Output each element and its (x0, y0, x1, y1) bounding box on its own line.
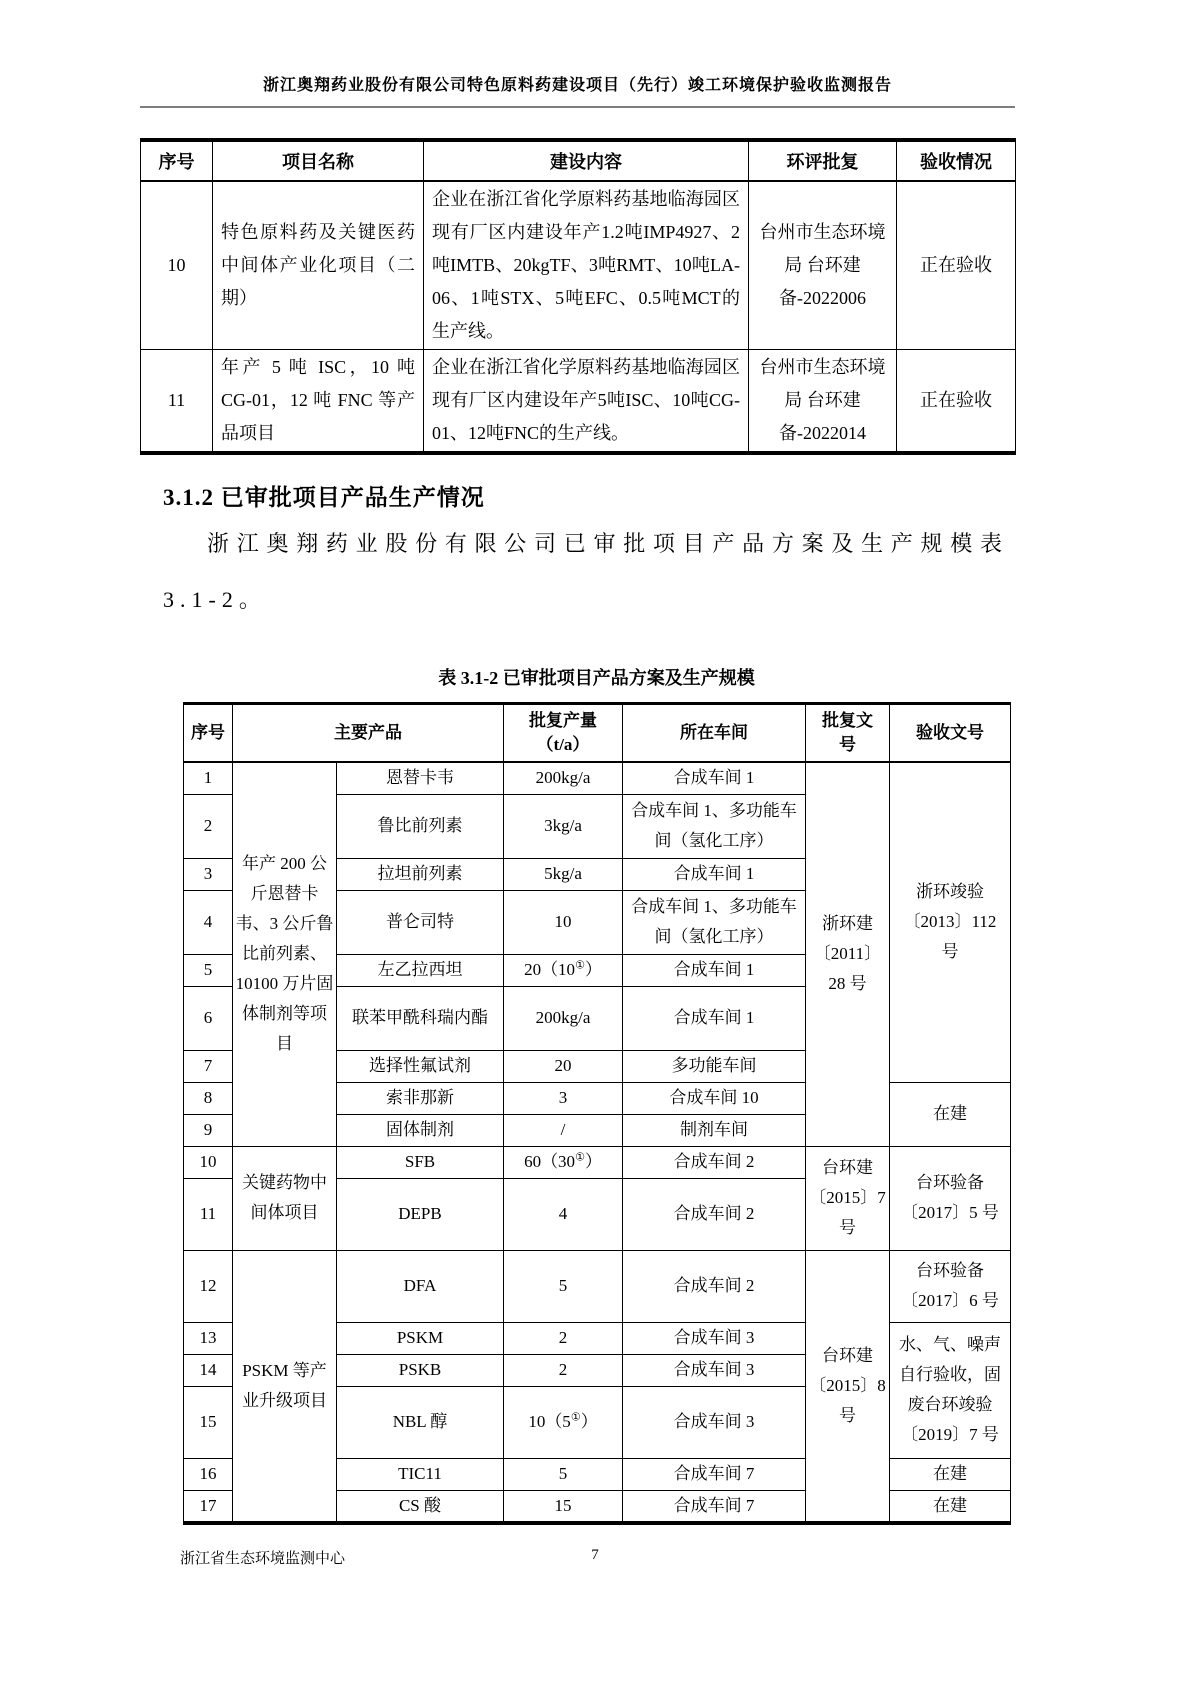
cell-workshop: 合成车间 7 (623, 1490, 806, 1523)
cell-no: 9 (184, 1114, 233, 1146)
t2-header-product: 主要产品 (233, 704, 504, 763)
cell-product: CS 酸 (337, 1490, 504, 1523)
cell-no: 10 (184, 1146, 233, 1178)
cell-no: 6 (184, 986, 233, 1050)
table-header-row (141, 140, 1016, 181)
cell-product: DEPB (337, 1178, 504, 1250)
cell-capacity: 2 (504, 1354, 623, 1386)
t2-header-workshop: 所在车间 (623, 704, 806, 763)
cell-workshop: 合成车间 2 (623, 1178, 806, 1250)
product-scheme-table (183, 702, 1011, 1525)
cell-product: 联苯甲酰科瑞内酯 (337, 986, 504, 1050)
cell-product: 选择性氟试剂 (337, 1050, 504, 1082)
cell-approval-doc: 台环建〔2015〕8 号 (806, 1250, 890, 1523)
cell-workshop: 合成车间 1、多功能车间（氢化工序） (623, 890, 806, 954)
t2-header-acceptance-doc: 验收文号 (890, 704, 1011, 763)
approved-projects-table (140, 138, 1016, 455)
cell-no: 2 (184, 794, 233, 858)
cell-no: 3 (184, 858, 233, 890)
cell-no: 14 (184, 1354, 233, 1386)
cell-no: 17 (184, 1490, 233, 1523)
cell-no: 10 (141, 181, 213, 349)
cell-product: 普仑司特 (337, 890, 504, 954)
t2-header-approval-doc: 批复文号 (806, 704, 890, 763)
cell-product: 固体制剂 (337, 1114, 504, 1146)
cell-project-name: 年产 5 吨 ISC，10 吨 CG-01，12 吨 FNC 等产品项目 (213, 349, 424, 453)
cell-capacity: 3kg/a (504, 794, 623, 858)
table-row (184, 1146, 1011, 1178)
cell-capacity: 4 (504, 1178, 623, 1250)
cell-acceptance-doc: 在建 (890, 1458, 1011, 1490)
table-row (141, 181, 1016, 349)
t2-header-no: 序号 (184, 704, 233, 763)
page-header-title: 浙江奥翔药业股份有限公司特色原料药建设项目（先行）竣工环境保护验收监测报告 (262, 77, 892, 94)
cell-capacity: 10（5①） (504, 1386, 623, 1458)
cell-workshop: 合成车间 10 (623, 1082, 806, 1114)
cell-workshop: 制剂车间 (623, 1114, 806, 1146)
cell-acceptance-doc: 在建 (890, 1490, 1011, 1523)
cell-capacity: 5 (504, 1250, 623, 1322)
cell-workshop: 合成车间 1 (623, 986, 806, 1050)
cell-workshop: 多功能车间 (623, 1050, 806, 1082)
cell-acceptance-doc: 浙环竣验〔2013〕112 号 (890, 762, 1011, 1082)
cell-capacity: 5 (504, 1458, 623, 1490)
cell-project-group: 关键药物中间体项目 (233, 1146, 337, 1250)
cell-no: 16 (184, 1458, 233, 1490)
t1-header-name: 项目名称 (213, 140, 424, 181)
cell-product: 拉坦前列素 (337, 858, 504, 890)
cell-capacity: / (504, 1114, 623, 1146)
cell-acceptance-doc: 台环验备〔2017〕5 号 (890, 1146, 1011, 1250)
cell-no: 11 (184, 1178, 233, 1250)
cell-eia-approval: 台州市生态环境局 台环建备-2022006 (749, 181, 897, 349)
cell-construction-content: 企业在浙江省化学原料药基地临海园区现有厂区内建设年产5吨ISC、10吨CG-01、12吨FNC的生产线。 (424, 349, 749, 453)
cell-acceptance-doc: 水、气、噪声自行验收，固废台环竣验〔2019〕7 号 (890, 1322, 1011, 1458)
header-rule (140, 106, 1015, 108)
cell-product: 索非那新 (337, 1082, 504, 1114)
cell-workshop: 合成车间 3 (623, 1386, 806, 1458)
t1-header-approval: 环评批复 (749, 140, 897, 181)
body-paragraph: 浙江奥翔药业股份有限公司已审批项目产品方案及生产规模表3.1-2。 (163, 531, 1008, 612)
table-header-row (184, 704, 1011, 763)
table-row (141, 349, 1016, 453)
cell-project-name: 特色原料药及关键医药中间体产业化项目（二期） (213, 181, 424, 349)
cell-workshop: 合成车间 1 (623, 762, 806, 794)
cell-approval-doc: 浙环建〔2011〕28 号 (806, 762, 890, 1146)
cell-capacity: 20（10①） (504, 954, 623, 986)
cell-approval-doc: 台环建〔2015〕7 号 (806, 1146, 890, 1250)
table-caption: 表 3.1-2 已审批项目产品方案及生产规模 (438, 668, 755, 688)
cell-product: 左乙拉西坦 (337, 954, 504, 986)
cell-no: 11 (141, 349, 213, 453)
cell-product: DFA (337, 1250, 504, 1322)
cell-workshop: 合成车间 2 (623, 1146, 806, 1178)
cell-eia-approval: 台州市生态环境局 台环建备-2022014 (749, 349, 897, 453)
cell-workshop: 合成车间 1 (623, 858, 806, 890)
cell-no: 4 (184, 890, 233, 954)
t2-header-capacity: 批复产量（t/a） (504, 704, 623, 763)
footer-page-number: 7 (591, 1547, 599, 1563)
t1-header-status: 验收情况 (897, 140, 1016, 181)
cell-product: NBL 醇 (337, 1386, 504, 1458)
section-heading: 3.1.2 已审批项目产品生产情况 (163, 485, 485, 510)
table-row (184, 762, 1011, 794)
cell-capacity: 200kg/a (504, 762, 623, 794)
cell-capacity: 5kg/a (504, 858, 623, 890)
cell-no: 5 (184, 954, 233, 986)
cell-no: 8 (184, 1082, 233, 1114)
cell-no: 15 (184, 1386, 233, 1458)
cell-workshop: 合成车间 1 (623, 954, 806, 986)
cell-construction-content: 企业在浙江省化学原料药基地临海园区现有厂区内建设年产1.2吨IMP4927、2吨IMTB、20kgTF、3吨RMT、10吨LA-06、1吨STX、5吨EFC、0.5吨MCT的生产线。 (424, 181, 749, 349)
cell-product: SFB (337, 1146, 504, 1178)
footer-organization: 浙江省生态环境监测中心 (180, 1551, 346, 1567)
cell-capacity: 10 (504, 890, 623, 954)
cell-acceptance-doc: 台环验备〔2017〕6 号 (890, 1250, 1011, 1322)
cell-acceptance-status: 正在验收 (897, 349, 1016, 453)
cell-workshop: 合成车间 1、多功能车间（氢化工序） (623, 794, 806, 858)
cell-project-group: 年产 200 公斤恩替卡韦、3 公斤鲁比前列素、10100 万片固体制剂等项目 (233, 762, 337, 1146)
cell-capacity: 3 (504, 1082, 623, 1114)
cell-no: 12 (184, 1250, 233, 1322)
t1-header-no: 序号 (141, 140, 213, 181)
cell-capacity: 20 (504, 1050, 623, 1082)
cell-product: TIC11 (337, 1458, 504, 1490)
cell-no: 13 (184, 1322, 233, 1354)
cell-acceptance-status: 正在验收 (897, 181, 1016, 349)
cell-product: PSKM (337, 1322, 504, 1354)
cell-capacity: 15 (504, 1490, 623, 1523)
cell-workshop: 合成车间 3 (623, 1354, 806, 1386)
cell-product: PSKB (337, 1354, 504, 1386)
cell-no: 1 (184, 762, 233, 794)
cell-workshop: 合成车间 2 (623, 1250, 806, 1322)
cell-workshop: 合成车间 3 (623, 1322, 806, 1354)
cell-product: 鲁比前列素 (337, 794, 504, 858)
cell-project-group: PSKM 等产业升级项目 (233, 1250, 337, 1523)
t1-header-content: 建设内容 (424, 140, 749, 181)
cell-product: 恩替卡韦 (337, 762, 504, 794)
cell-acceptance-doc: 在建 (890, 1082, 1011, 1146)
cell-capacity: 60（30①） (504, 1146, 623, 1178)
cell-capacity: 200kg/a (504, 986, 623, 1050)
cell-no: 7 (184, 1050, 233, 1082)
table-row (184, 1250, 1011, 1322)
cell-workshop: 合成车间 7 (623, 1458, 806, 1490)
cell-capacity: 2 (504, 1322, 623, 1354)
